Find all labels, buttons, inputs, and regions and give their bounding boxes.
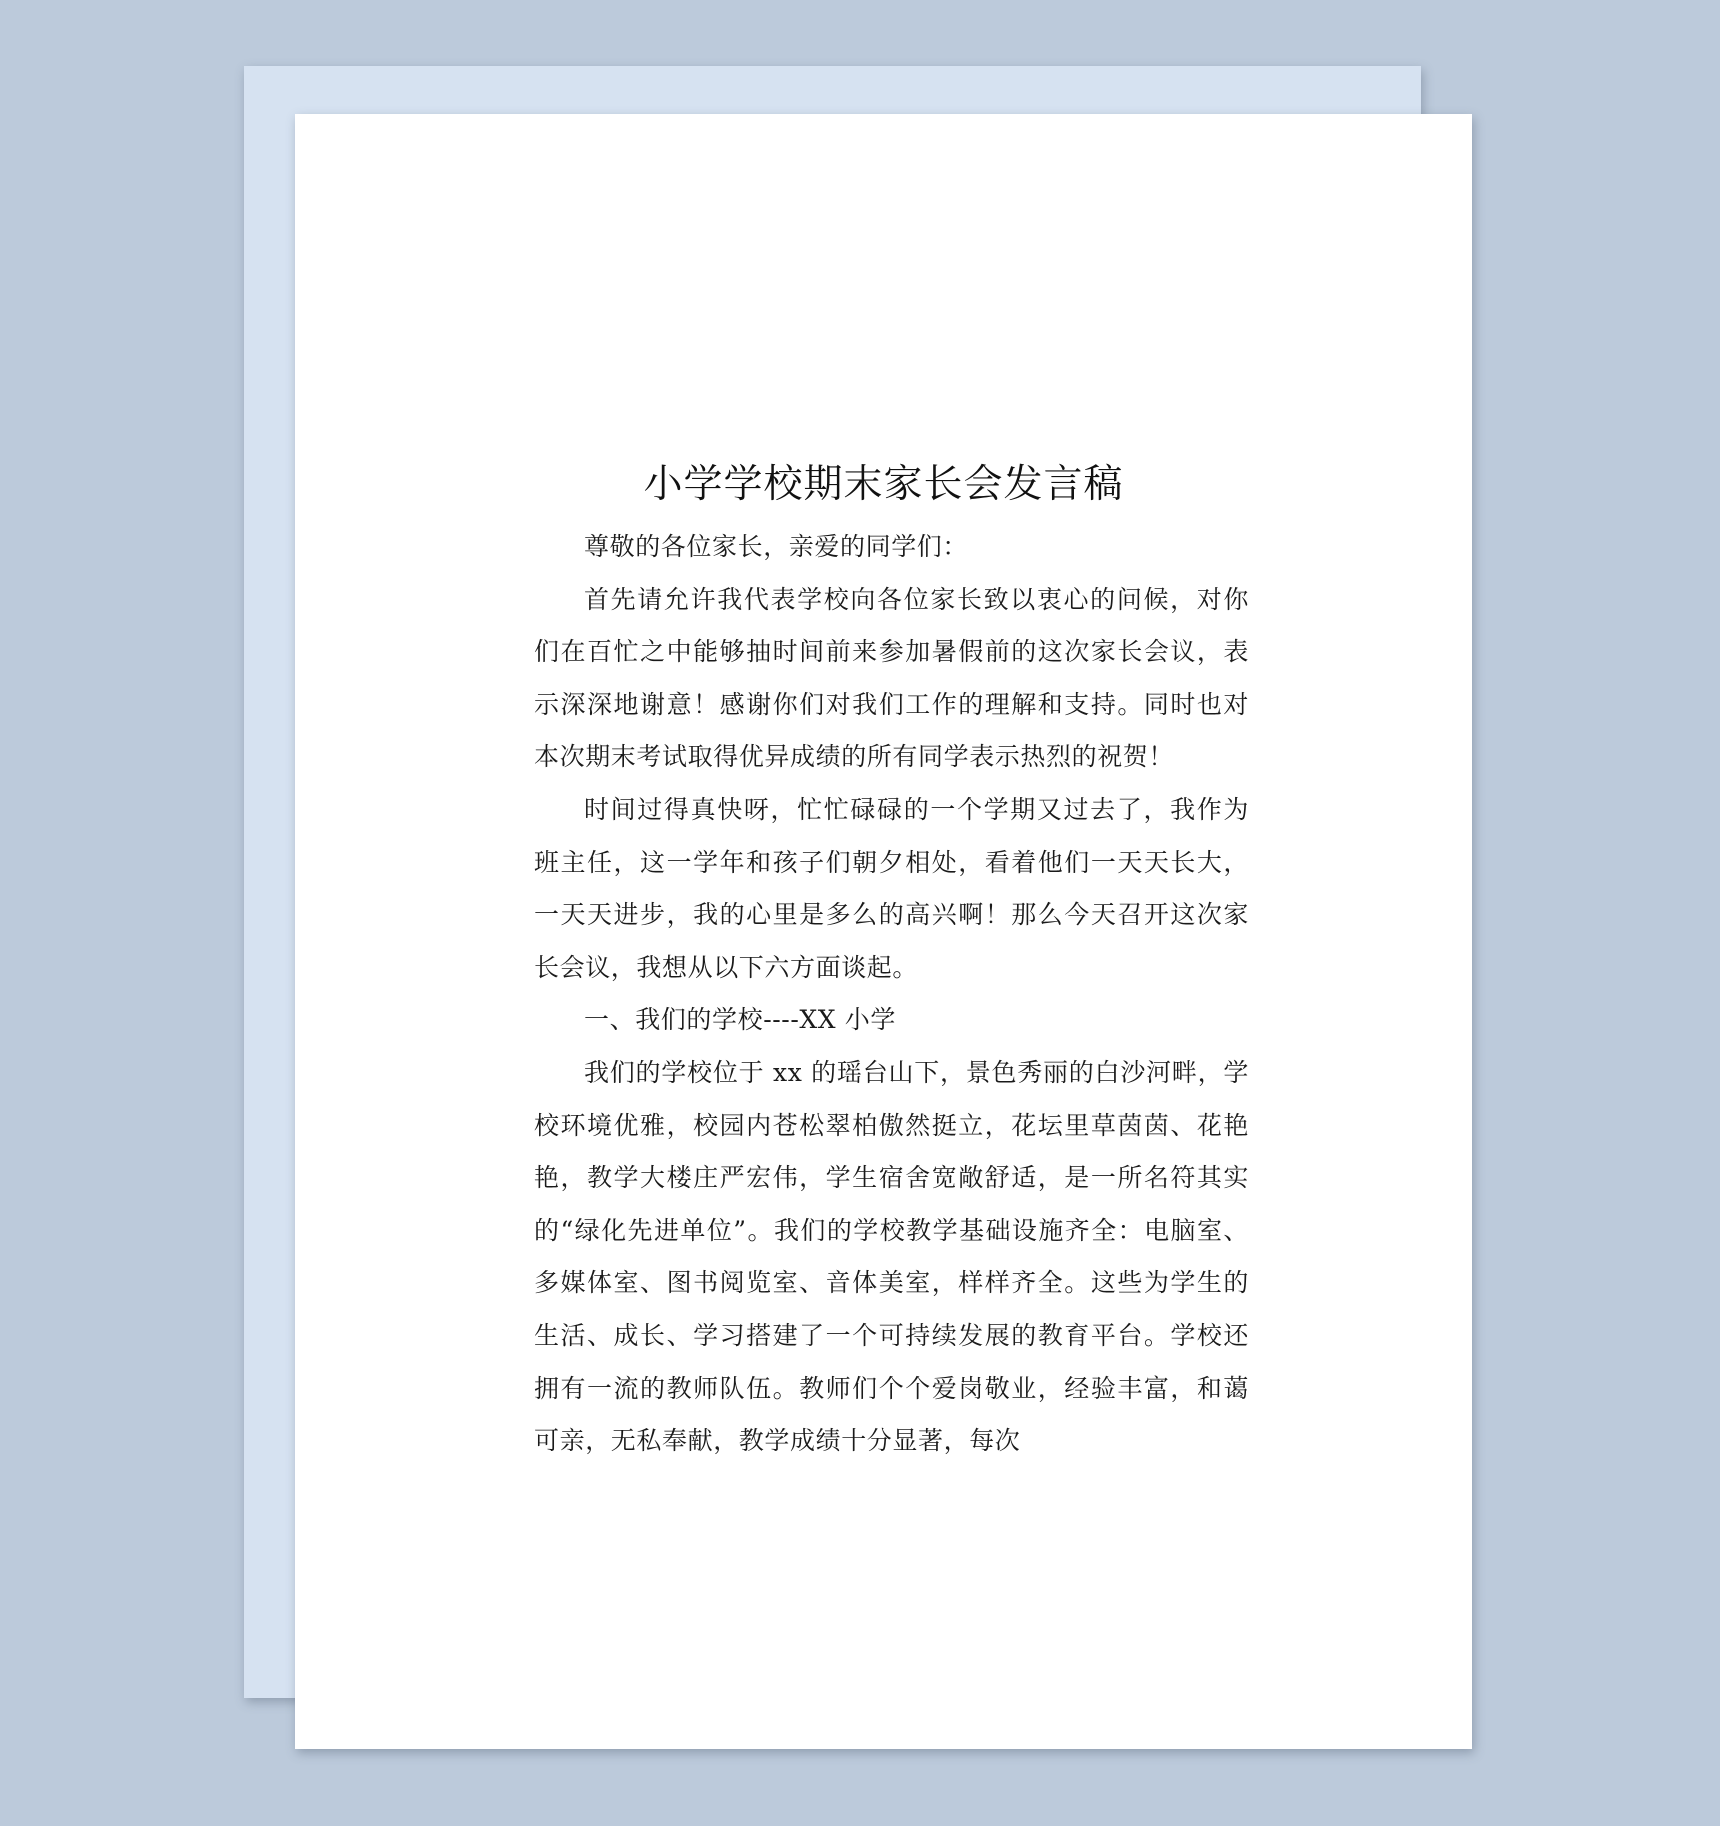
body-paragraph: 时间过得真快呀，忙忙碌碌的一个学期又过去了，我作为班主任，这一学年和孩子们朝夕相处，看着他们一天天长大，一天天进步，我的心里是多么的高兴啊！那么今天召开这次家长会议，我想从以下六方面谈起。 [534, 794, 1249, 982]
section-heading: 一、我们的学校----XX 小学 [584, 1005, 896, 1035]
body-paragraph: 我们的学校位于 xx 的瑶台山下，景色秀丽的白沙河畔，学校环境优雅，校园内苍松翠柏傲然挺立，花坛里草茵茵、花艳艳，教学大楼庄严宏伟，学生宿舍宽敞舒适，是一所名符其实的“绿化先进单位”。我们的学校教学基础设施齐全：电脑室、多媒体室、图书阅览室、音体美室，样样齐全。这些为学生的生活、成长、学习搭建了一个可持续发展的教育平台。学校还拥有一流的教师队伍。教师们个个爱岗敬业，经验丰富，和蔼可亲，无私奉献，教学成绩十分显著，每次 [534, 1057, 1249, 1456]
greeting-paragraph: 尊敬的各位家长，亲爱的同学们： [584, 532, 969, 561]
document-title: 小学学校期末家长会发言稿 [643, 462, 1124, 507]
document-body [534, 521, 1249, 1468]
body-paragraph: 首先请允许我代表学校向各位家长致以衷心的问候，对你们在百忙之中能够抽时间前来参加暑假前的这次家长会议，表示深深地谢意！感谢你们对我们工作的理解和支持。同时也对本次期末考试取得优异成绩的所有同学表示热烈的祝贺！ [534, 584, 1249, 772]
